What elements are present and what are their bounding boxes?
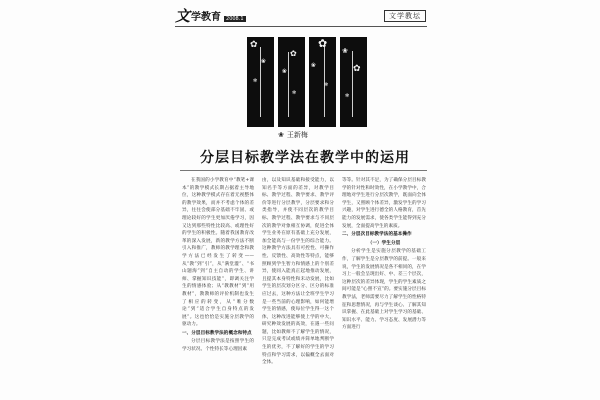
paragraph: 分层目标教学法是按照学生的学习状况、个性特长等心理因素 (182, 339, 254, 353)
flower-icon: ❀ (282, 68, 288, 75)
flower-bullet-icon: ❀ (278, 131, 284, 139)
flower-icon: ✿ (250, 40, 258, 50)
article-illustration (247, 37, 367, 127)
author-name: 王新梅 (286, 131, 308, 139)
flower-icon: ❀ (342, 47, 348, 55)
flower-icon: ✻ (253, 78, 258, 84)
illustration-panel-2 (278, 37, 305, 127)
article-title: 分层目标教学法在教学中的运用 (200, 150, 410, 166)
masthead-logo-char: 文 (175, 7, 191, 25)
paragraph: 由，以及知识基础和接受能力，以知名手等方面的差异，对教学目标、教学过程、教学要求、教学评价等进行分层教学，分层要求和分类指导，并使不同层次的教学目标、教学过程、教学要求与不同层次的教学对象相互协调，促进全体学生业务在原有基础上充分发展，加全能高与一份学生的综合能力。这种教学方法具有可控性、可操作性、反馈性、高效性等特点，能够照顾到学生智力和情感上的个别差异，使同入能真正起地推动发展，且提其本身特性和未动发展，比如学生的层次划分区分、区分的标准应过去，这种方法让全班学生学习是一些当前的心理影响，如何能增学生的情感，使每位学生得一这个体，这种改进能够使上学的中大，研究种效发展的高效，在遇一些问题，比如教师不了解学生的情况，只是完成考试或绩并简单地判断学生的优劣，不了解好的学生的学习特点和学习需求，以偏概全去面对全体。 (262, 178, 334, 366)
header-rule (175, 26, 427, 27)
masthead-logo-text: 学教育 (191, 12, 222, 23)
section-tag: 文学教坛 (384, 10, 426, 22)
paragraph: 在我国的小学教育中“教笔+课本”的教学模式长期占据着主导地位，这种教学模式存在着无视整体的教学效果，而并不考虑个体的差异，往往会使部分基础不牢固、或理论较好的学生更加厌倦学习，因又达到那些特性比较高、或理性好的学生的积极性。随着我国教育改革的深入发展，新的教学方法不断引入和推广，教师的教学理念和教学方法已经发生了转变——从“教”到“引”，从“满堂灌”、“书山题海”到“自主自动的学生、讲师、掌握知识技能”，即调关注学生的情感体验；从“教教材”到“用教材”，教教师的评价机制也发生了相应的转变，从“唯分数论”到“适合学生自身特点的发展”。这也恰恰是实施分层教学的驱动力。 (182, 178, 254, 328)
flower-icon: ✻ (292, 90, 297, 96)
subsection-heading: （一）学生分层 (367, 240, 401, 246)
flower-icon: ✿ (353, 64, 361, 74)
flower-icon: ❀ (261, 58, 267, 65)
text-column-3 (342, 177, 426, 332)
author-byline (278, 130, 308, 140)
masthead-issue-tag: 2008.1 (226, 16, 244, 22)
text-column-1 (182, 177, 254, 354)
illustration-panel-3 (309, 37, 336, 127)
paragraph: 分析学生是实施分层教学的基础工作，了解学生是分层教学的前提。一般来说，学生的发展情况是各不相同的，在学习上一般会呈现出好、中、差三个层次，这种层次的差异体现，学生的学生素质之间可能是“心照不宣”的。要实施分层目标教学法，老师需要尽力了解学生的性格特征和思想情况，再与学生谈心、了解其知识掌握、在此基础上对学生学习的基础、知识水平、能力、学习态度、发展潜力等方面进行 (342, 249, 426, 331)
flower-icon: ✻ (345, 93, 350, 99)
flower-icon: ❀ (311, 62, 317, 69)
flower-icon: ✻ (324, 82, 329, 88)
section-heading: 一、分层目标教学法的概念和特点 (182, 330, 252, 336)
flower-icon: ✿ (318, 37, 328, 50)
flower-icon: ✿ (290, 49, 297, 58)
journal-masthead (175, 8, 246, 24)
paragraph: 等等。针对其不足，为了确保分层目标教学的针对性和时效性，在小学教学中，合理地对学生进行分层次教学，既面向全体学生，又照顾个体差异，激发学生的学习兴趣，对学生进行德全的人格教育，首先能力的发展需求，使各类学生能得到充分发展，全面提高学生的素质。 (342, 178, 426, 229)
illustration-panel-4 (340, 37, 367, 127)
section-heading: 二、分层次目标教学法的基本操作 (342, 232, 412, 238)
text-column-2 (262, 177, 334, 367)
title-rule (180, 170, 427, 171)
illustration-panel-1 (247, 37, 274, 127)
